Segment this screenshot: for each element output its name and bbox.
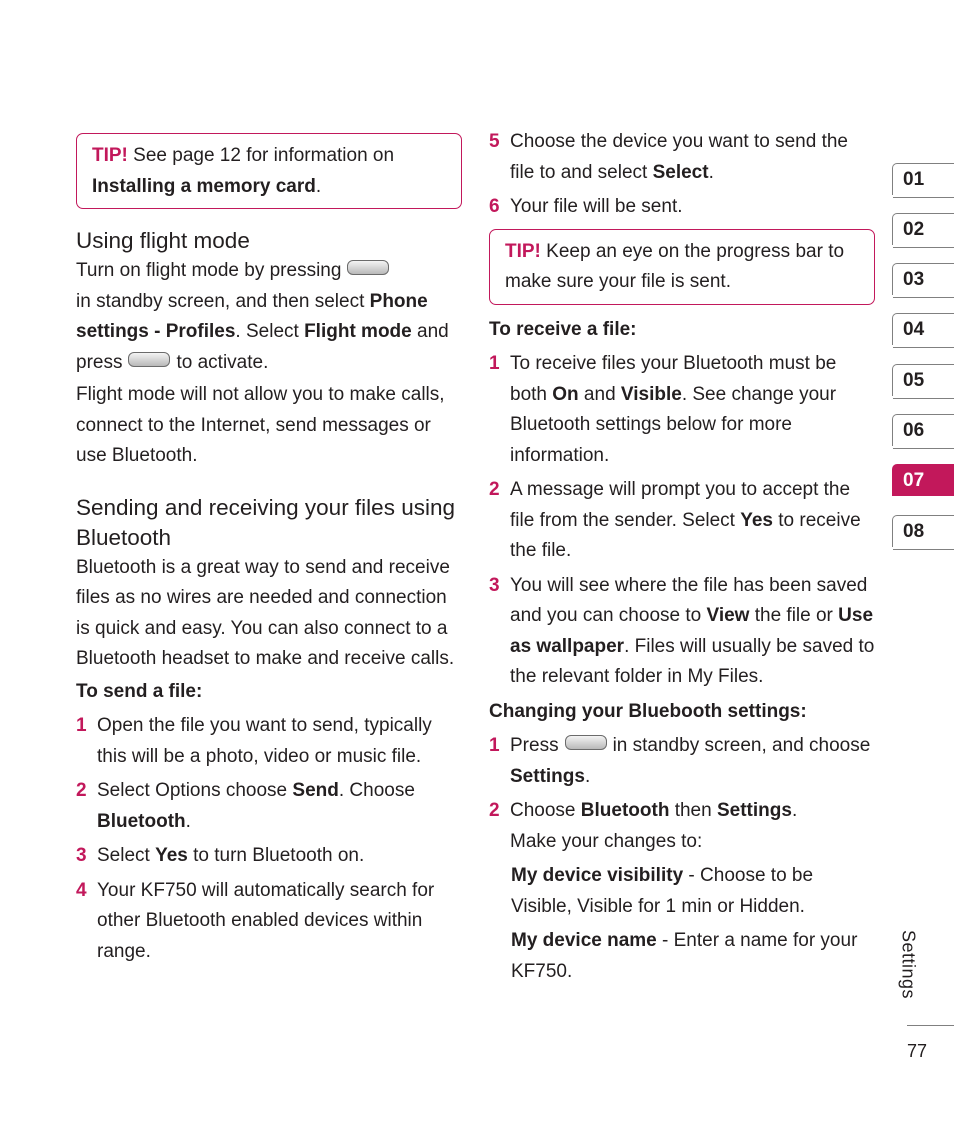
- list-item: [489, 731, 875, 792]
- step-bold: On: [552, 383, 579, 405]
- option-device-name: [489, 926, 875, 987]
- step-text: in standby screen, and choose: [612, 735, 871, 756]
- list-item: [489, 571, 875, 693]
- step-text: .: [584, 765, 591, 787]
- step-number: 5: [489, 131, 500, 152]
- step-text: To receive files your Bluetooth must be both: [510, 353, 837, 405]
- step-bold: Visible: [620, 383, 682, 405]
- step-text: . Files will usually be saved to the relevant folder in My Files.: [510, 635, 875, 687]
- step-text: Select: [97, 845, 156, 866]
- step-number: 2: [76, 780, 87, 801]
- list-item: [489, 192, 875, 223]
- tip-text: Keep an eye on the progress bar to make sure your file is sent.: [505, 240, 845, 292]
- step-text: to receive the file.: [510, 509, 861, 561]
- right-column: [489, 127, 875, 987]
- step-number: 2: [489, 800, 500, 821]
- flight-text-b: in standby screen, and then select: [76, 290, 370, 312]
- tab-chapter-07[interactable]: 07: [892, 464, 954, 496]
- step-text: . Choose: [338, 780, 415, 801]
- tip-text: See page 12 for information on: [127, 145, 395, 166]
- list-item: [489, 475, 875, 567]
- step-text: You will see where the file has been saved and you can choose to: [510, 574, 868, 626]
- tip-box-memory-card: [76, 133, 462, 209]
- option-device-visibility: [489, 861, 875, 922]
- page-number: 77: [907, 1041, 928, 1061]
- phone-key-icon: [347, 260, 389, 275]
- heading-flight-mode: Using flight mode: [76, 228, 250, 253]
- step-text: . See change your Bluetooth settings below for more information.: [510, 383, 837, 466]
- footer-divider: [907, 1025, 954, 1026]
- step-number: 4: [76, 879, 87, 901]
- step-text: and: [578, 383, 621, 405]
- flight-text-e: to activate.: [176, 351, 269, 373]
- step-number: 2: [489, 479, 500, 500]
- list-item: [76, 776, 462, 837]
- step-text: Choose: [510, 800, 581, 821]
- section-label: Settings: [898, 930, 919, 1000]
- tab-chapter-04[interactable]: 04: [892, 313, 954, 345]
- subheading-receive-file: To receive a file:: [489, 318, 637, 340]
- step-text: Press: [510, 735, 559, 756]
- settings-steps-list: [489, 731, 875, 857]
- step-bold: Select: [652, 161, 709, 183]
- phone-key-icon: [565, 735, 607, 750]
- flight-mode-instructions: [76, 256, 462, 378]
- step-text: Your file will be sent.: [510, 196, 683, 217]
- tab-chapter-01[interactable]: 01: [892, 163, 954, 195]
- phone-key-icon: [128, 352, 170, 367]
- step-text: the file or: [749, 605, 839, 626]
- tab-chapter-05[interactable]: 05: [892, 364, 954, 396]
- flight-bold-b: Phone settings - Profiles: [76, 290, 428, 342]
- step-text: Choose the device you want to send the file to and select: [510, 131, 849, 183]
- step-bold: Settings: [716, 800, 792, 821]
- step-bold: Yes: [740, 509, 773, 531]
- step-text: Make your changes to:: [510, 830, 703, 852]
- step-bold: View: [706, 605, 750, 626]
- tab-chapter-02[interactable]: 02: [892, 213, 954, 245]
- step-text: Select Options choose: [97, 780, 293, 801]
- step-number: 1: [489, 735, 500, 756]
- receive-steps-list: [489, 349, 875, 693]
- flight-text-a: Turn on flight mode by pressing: [76, 260, 342, 281]
- subheading-send-file: To send a file:: [76, 680, 203, 702]
- bluetooth-intro: Bluetooth is a great way to send and receive files as no wires are needed and connection is quick and easy. You can also connect to a Bluetooth headset to make and receive calls.: [76, 556, 455, 669]
- flight-text-d: and press: [76, 321, 449, 373]
- step-text: Your KF750 will automatically search for other Bluetooth enabled devices within range.: [97, 879, 435, 962]
- send-steps-list: [76, 711, 462, 967]
- tab-chapter-03[interactable]: 03: [892, 263, 954, 295]
- tip-bold: Installing a memory card: [92, 175, 316, 197]
- step-text: .: [185, 810, 191, 832]
- step-text: A message will prompt you to accept the file from the sender. Select: [510, 479, 851, 531]
- list-item: [76, 841, 462, 872]
- flight-bold-c: Flight mode: [304, 321, 412, 342]
- step-bold: Send: [292, 780, 339, 801]
- list-item: [489, 349, 875, 471]
- option-bold: My device visibility: [511, 865, 684, 886]
- left-column: [76, 133, 462, 967]
- step-bold: Bluetooth: [97, 810, 186, 832]
- option-bold: My device name: [511, 930, 657, 951]
- list-item: [76, 711, 462, 772]
- subheading-change-settings: Changing your Bluebooth settings:: [489, 700, 807, 722]
- tab-chapter-06[interactable]: 06: [892, 414, 954, 446]
- step-text: then: [669, 800, 717, 821]
- send-steps-continued: [489, 127, 875, 223]
- tab-chapter-08[interactable]: 08: [892, 515, 954, 547]
- step-bold: Bluetooth: [580, 800, 670, 821]
- step-bold: Settings: [510, 765, 585, 787]
- step-text: .: [791, 800, 798, 821]
- step-text: to turn Bluetooth on.: [187, 845, 365, 866]
- step-bold: Yes: [155, 845, 188, 866]
- step-text: .: [708, 161, 714, 183]
- list-item: [489, 127, 875, 188]
- step-number: 6: [489, 196, 500, 217]
- tip-box-progress: [489, 229, 875, 305]
- heading-bluetooth: Sending and receiving your files using Bluetooth: [76, 494, 455, 550]
- tip-tail: .: [315, 175, 322, 197]
- list-item: [76, 876, 462, 968]
- step-bold: Use as wallpaper: [510, 605, 874, 657]
- flight-mode-note: Flight mode will not allow you to make calls, connect to the Internet, send messages or use Bluetooth.: [76, 384, 445, 466]
- tip-label: TIP!: [92, 145, 128, 166]
- step-number: 3: [489, 574, 500, 596]
- list-item: [489, 796, 875, 857]
- option-text: - Enter a name for your KF750.: [511, 930, 858, 982]
- flight-text-c: . Select: [235, 321, 305, 342]
- step-text: Open the file you want to send, typically this will be a photo, video or music file.: [97, 715, 432, 767]
- tip-label: TIP!: [505, 240, 541, 262]
- step-number: 1: [76, 715, 87, 736]
- option-text: - Choose to be Visible, Visible for 1 min or Hidden.: [511, 865, 814, 917]
- step-number: 1: [489, 353, 500, 374]
- step-number: 3: [76, 845, 87, 866]
